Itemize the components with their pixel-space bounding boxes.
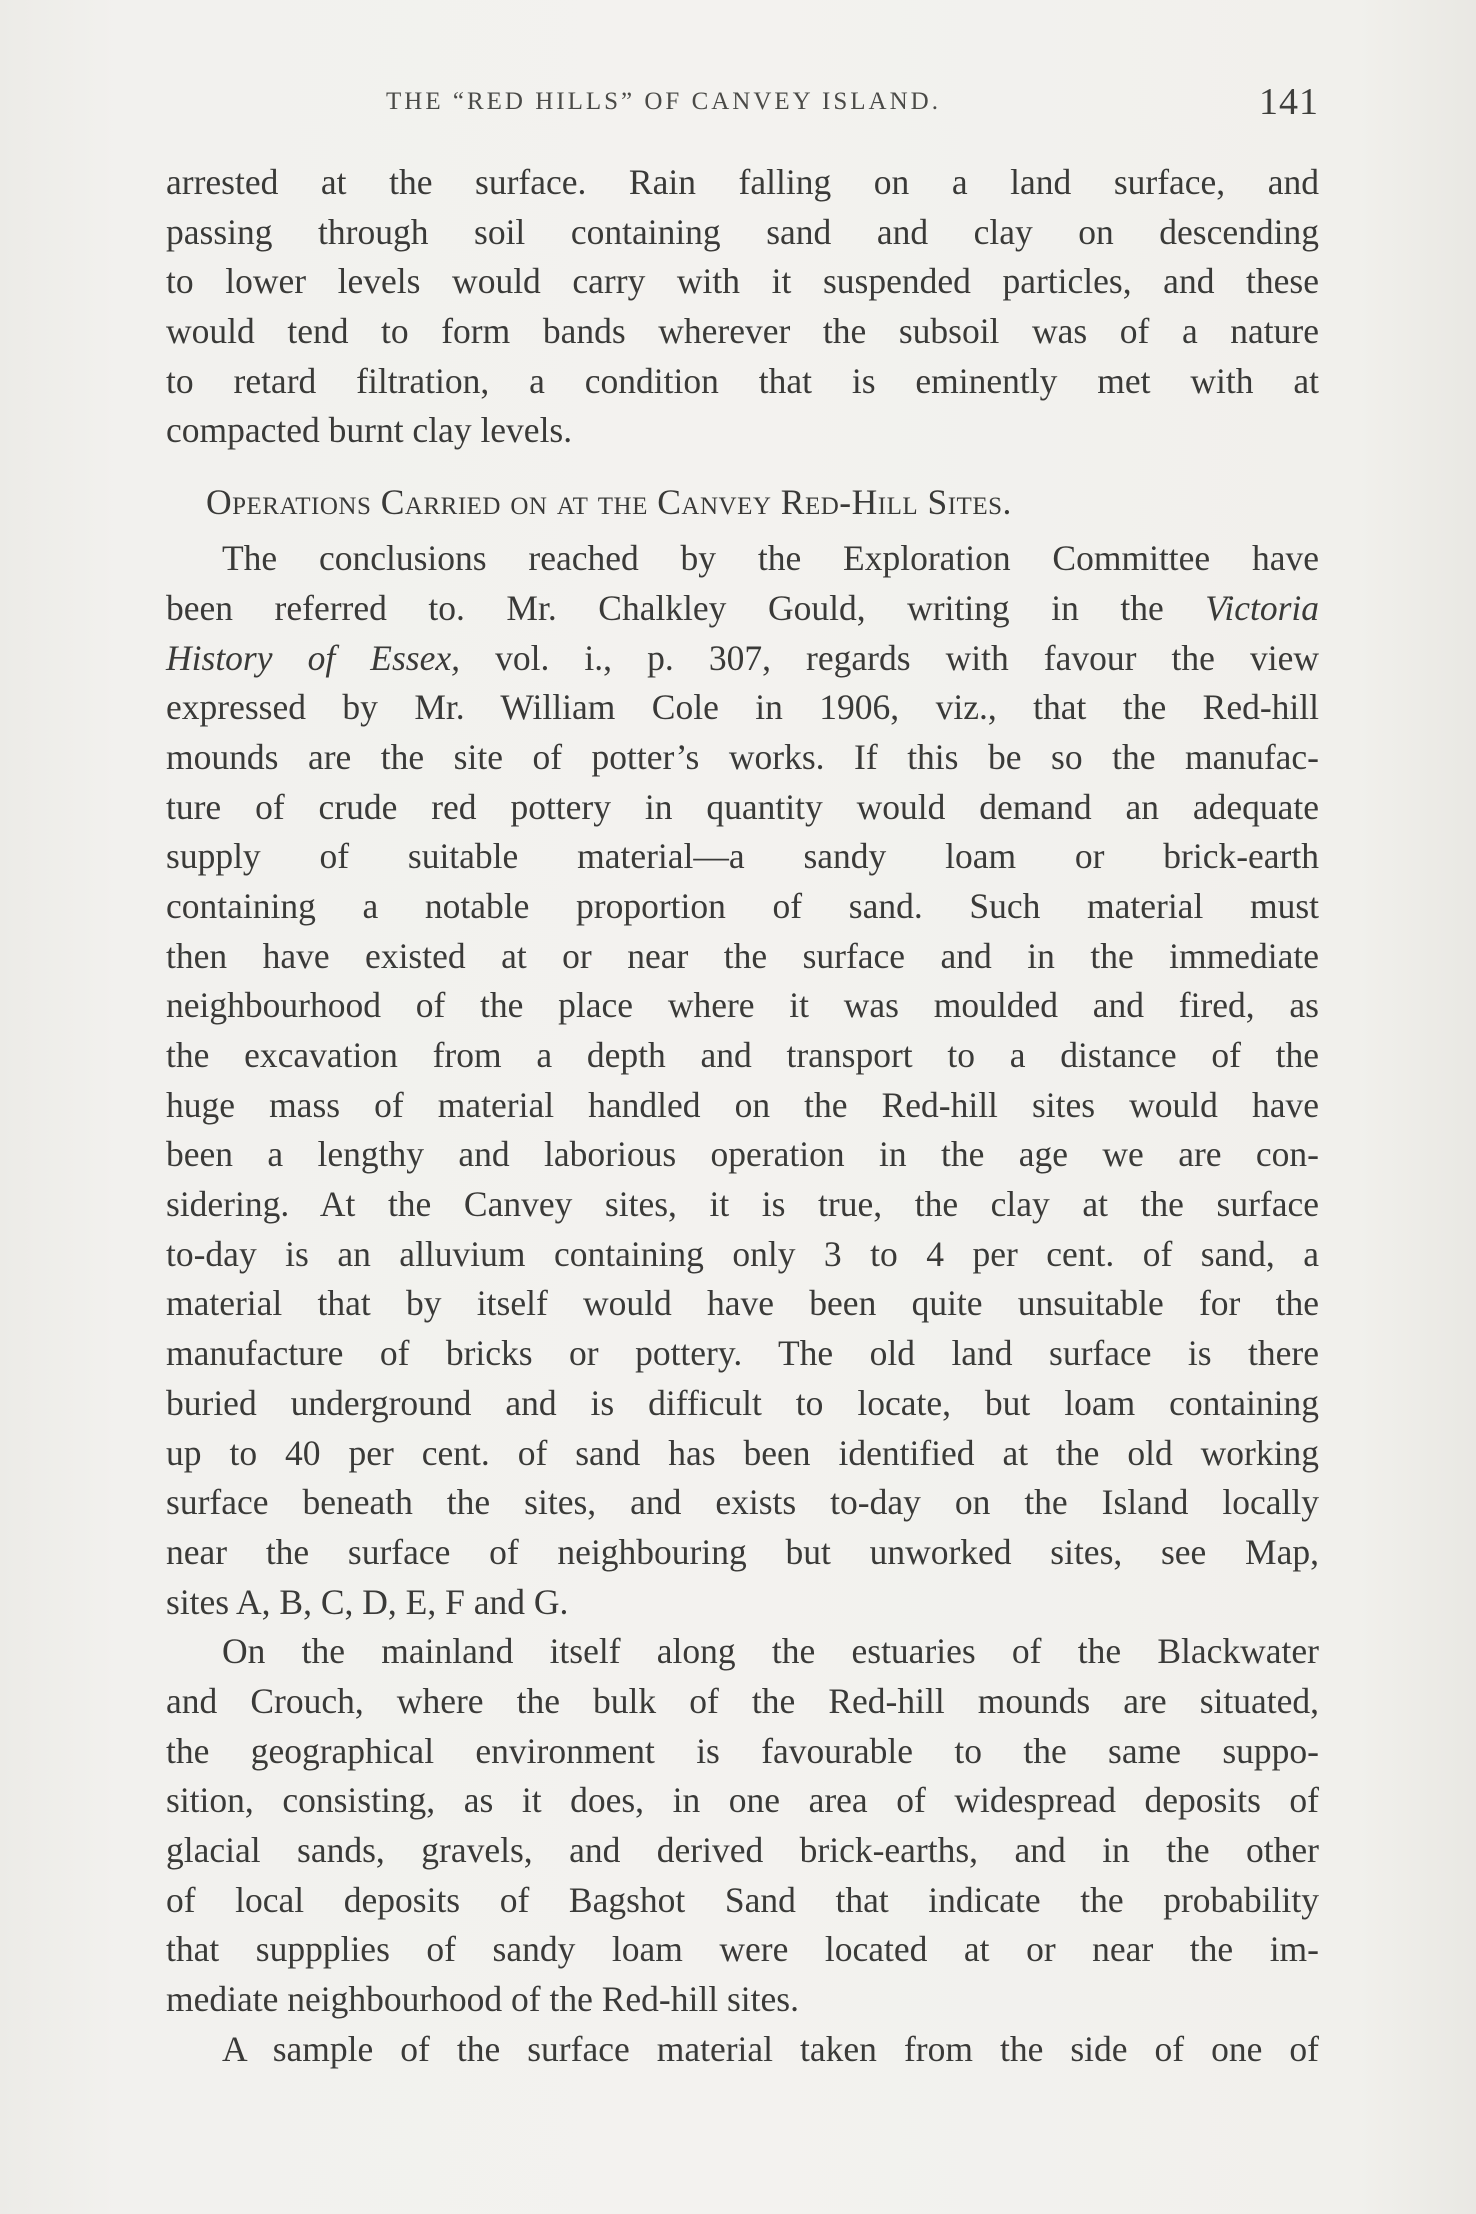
text-line: huge mass of material handled on the Red-hill sites would have	[166, 1084, 1319, 1125]
text-line: material that by itself would have been quite unsuitable for the	[166, 1283, 1319, 1324]
text-line: to retard filtration, a condition that is eminently met with at	[166, 360, 1319, 401]
text-line: manufacture of bricks or pottery. The old land surface is there	[166, 1333, 1319, 1374]
text-line	[166, 584, 1319, 634]
text-line: sites A, B, C, D, E, F and G.	[166, 1581, 569, 1622]
text-line: to lower levels would carry with it suspended particles, and these	[166, 261, 1319, 302]
italic-title: Victoria	[1205, 587, 1319, 628]
text-line: the excavation from a depth and transport to a distance of the	[166, 1035, 1319, 1075]
text-line: mounds are the site of potter’s works. If this be so the manufac-	[166, 736, 1319, 777]
text-run: vol. i., p. 307, regards with favour the view	[460, 637, 1319, 678]
italic-title: History of Essex,	[166, 637, 460, 678]
section-heading: Operations Carried on at the Canvey Red-Hill Sites.	[206, 482, 1012, 523]
text-line: up to 40 per cent. of sand has been identified at the old working	[166, 1432, 1319, 1473]
text-line: supply of suitable material—a sandy loam or brick-earth	[166, 836, 1319, 877]
page-body	[166, 158, 1319, 2074]
paragraph-1	[166, 158, 1319, 456]
paragraph-2	[166, 534, 1319, 1627]
text-line: sidering. At the Canvey sites, it is true, the clay at the surface	[166, 1184, 1319, 1225]
text-line: ture of crude red pottery in quantity would demand an adequate	[166, 786, 1319, 827]
text-line: glacial sands, gravels, and derived brick-earths, and in the other	[166, 1830, 1319, 1870]
running-title: THE “RED HILLS” OF CANVEY ISLAND.	[386, 88, 941, 115]
text-line: sition, consisting, as it does, in one area of widespread deposits of	[166, 1780, 1319, 1821]
text-line: near the surface of neighbouring but unworked sites, see Map,	[166, 1531, 1319, 1572]
text-line: A sample of the surface material taken from the side of one of	[222, 2028, 1319, 2069]
text-line: the geographical environment is favourable to the same suppo-	[166, 1730, 1319, 1771]
paragraph-3	[166, 1627, 1319, 2025]
page-number: 141	[1259, 81, 1319, 123]
text-run: been referred to. Mr. Chalkley Gould, writing in the	[166, 587, 1206, 628]
text-line: that suppplies of sandy loam were located at or near the im-	[166, 1929, 1319, 1970]
text-line: would tend to form bands wherever the subsoil was of a nature	[166, 311, 1319, 352]
paragraph-4	[166, 2025, 1319, 2075]
text-line: to-day is an alluvium containing only 3 to 4 per cent. of sand, a	[166, 1233, 1319, 1274]
text-line: buried underground and is difficult to locate, but loam containing	[166, 1382, 1319, 1423]
text-line: and Crouch, where the bulk of the Red-hill mounds are situated,	[166, 1680, 1319, 1721]
text-line: containing a notable proportion of sand. Such material must	[166, 885, 1319, 926]
text-line: compacted burnt clay levels.	[166, 410, 573, 451]
page-header	[166, 81, 1319, 128]
text-line: of local deposits of Bagshot Sand that indicate the probability	[166, 1879, 1319, 1920]
text-line: neighbourhood of the place where it was moulded and fired, as	[166, 985, 1319, 1026]
text-line: On the mainland itself along the estuaries of the Blackwater	[222, 1631, 1319, 1672]
text-line: expressed by Mr. William Cole in 1906, viz., that the Red-hill	[166, 687, 1319, 728]
text-line: then have existed at or near the surface and in the immediate	[166, 935, 1319, 976]
text-line: mediate neighbourhood of the Red-hill sites.	[166, 1979, 799, 2020]
text-line: been a lengthy and laborious operation in the age we are con-	[166, 1134, 1319, 1175]
text-line: arrested at the surface. Rain falling on a land surface, and	[166, 162, 1319, 202]
text-line: surface beneath the sites, and exists to-day on the Island locally	[166, 1482, 1319, 1523]
text-line: The conclusions reached by the Exploration Committee have	[222, 538, 1319, 579]
text-line	[166, 634, 1319, 684]
text-line: passing through soil containing sand and clay on descending	[166, 211, 1319, 252]
